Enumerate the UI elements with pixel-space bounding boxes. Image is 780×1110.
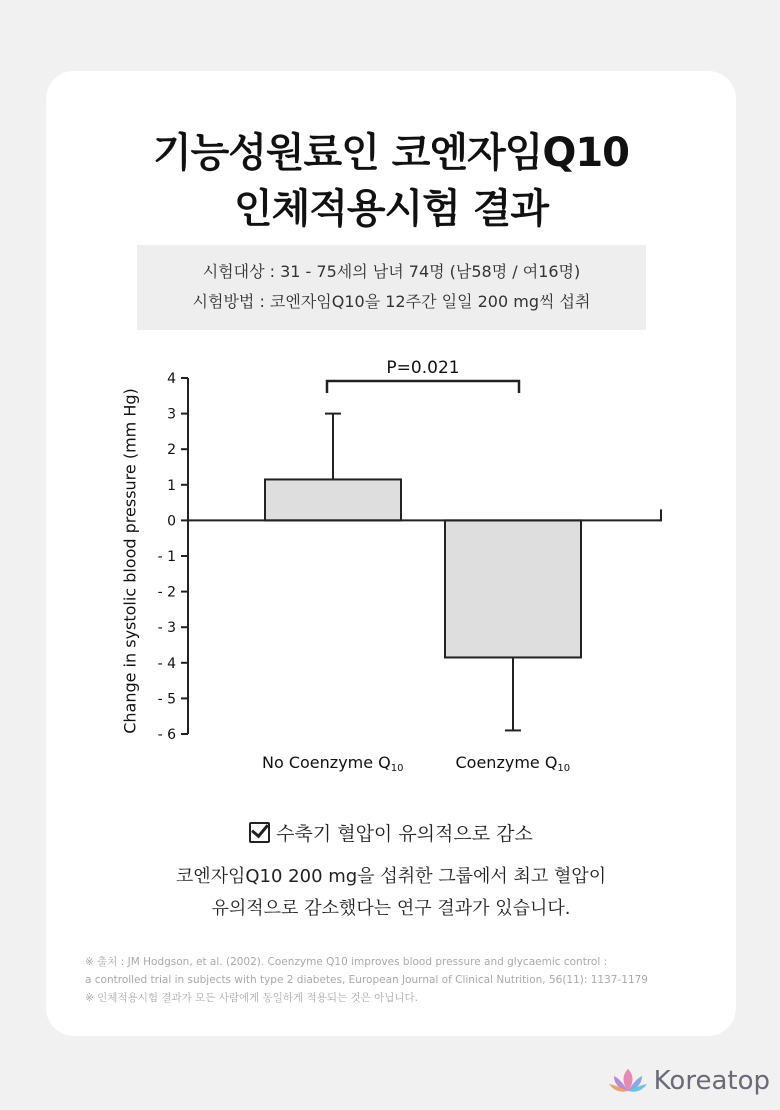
trial-info-box (137, 245, 646, 330)
y-tick-label: - 2 (157, 584, 176, 601)
checkbox-checked-icon (249, 822, 270, 843)
x-tick-label-no-coenzyme: No Coenzyme $Q_{10}$ (262, 753, 404, 774)
result-description (46, 861, 736, 925)
content-card (46, 71, 736, 1036)
result-desc-line-2: 유의적으로 감소했다는 연구 결과가 있습니다. (211, 898, 571, 919)
y-tick-label: - 4 (157, 655, 176, 672)
y-axis-label: Change in systolic blood pressure (mm Hg) (120, 388, 140, 734)
title-line-2: 인체적용시험 결과 (233, 186, 549, 232)
trial-subjects: 시험대상 : 31 - 75세의 남녀 74명 (남58명 / 여16명) (202, 262, 581, 281)
bar (445, 520, 581, 657)
title-line-1: 기능성원료인 코엔자임Q10 (153, 130, 629, 176)
brand-name: Koreatop (653, 1066, 770, 1096)
y-tick-label: - 5 (157, 691, 176, 708)
result-desc-line-1: 코엔자임Q10 200 mg을 섭취한 그룹에서 최고 혈압이 (175, 866, 607, 887)
result-headline (46, 819, 736, 846)
bar (265, 479, 401, 520)
significance-bracket (327, 381, 519, 393)
y-tick-label: - 1 (157, 549, 176, 565)
y-tick-label: 4 (167, 371, 176, 387)
source-line-2: a controlled trial in subjects with type 2 diabetes, European Journal of Clinical Nutrition, 56(11): 1137-1179 (85, 974, 648, 986)
y-tick-label: 0 (167, 513, 176, 530)
result-headline-text: 수축기 혈압이 유의적으로 감소 (276, 823, 533, 845)
source-line-3: ※ 인체적용시험 결과가 모든 사람에게 동일하게 적용되는 것은 아닙니다. (85, 992, 418, 1004)
y-tick-label: 1 (167, 477, 176, 494)
source-line-1: ※ 출처 : JM Hodgson, et al. (2002). Coenzyme Q10 improves blood pressure and glycaemic control : (85, 956, 608, 968)
x-tick-label-coenzyme: Coenzyme $Q_{10}$ (455, 753, 571, 774)
trial-method: 시험방법 : 코엔자임Q10을 12주간 일일 200 mg씩 섭취 (192, 292, 591, 311)
y-tick-label: - 6 (157, 727, 176, 743)
y-tick-label: - 3 (157, 620, 176, 637)
brand-logo[interactable] (608, 1066, 770, 1096)
p-value-label: P=0.021 (386, 358, 460, 378)
y-tick-label: 2 (167, 442, 176, 459)
source-citation (85, 953, 725, 1007)
chart-canvas (46, 351, 736, 791)
y-tick-label: 3 (167, 406, 176, 423)
lotus-icon (608, 1066, 648, 1096)
bar-chart (46, 351, 736, 791)
page-title (46, 125, 736, 237)
